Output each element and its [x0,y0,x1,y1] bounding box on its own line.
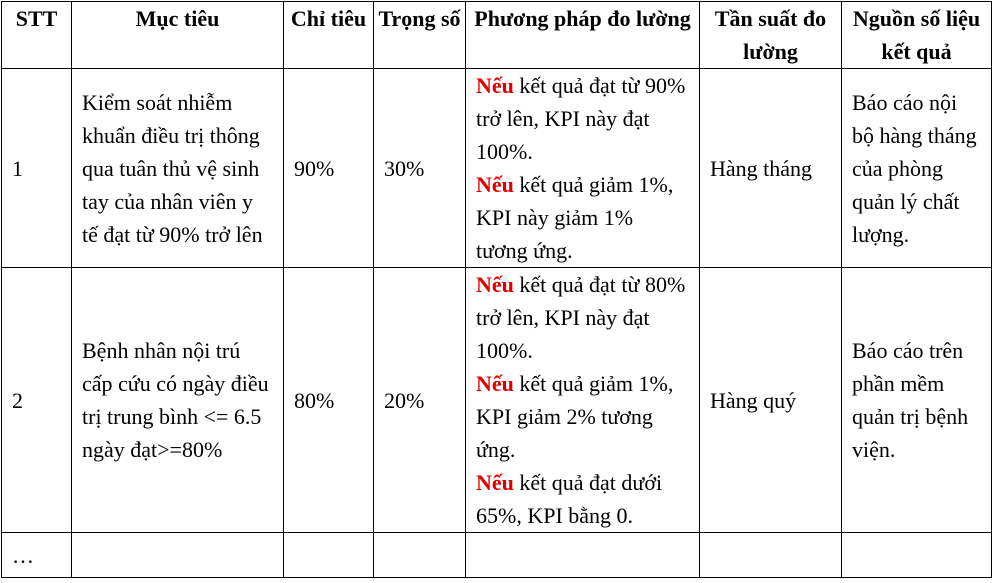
method-condition [476,466,689,532]
cell-frequency: Hàng quý [700,268,842,533]
cell-source [842,533,992,578]
method-text: kết quả đạt từ 80% trở lên, KPI này đạt 100%. [476,272,686,363]
method-keyword: Nếu [476,272,514,297]
cell-method [466,268,700,533]
table-row [2,533,992,578]
cell-stt: 1 [2,69,72,268]
header-method: Phương pháp đo lường [466,2,700,69]
cell-frequency: Hàng tháng [700,69,842,268]
table-row [2,268,992,533]
cell-target [284,533,374,578]
method-keyword: Nếu [476,73,514,98]
header-weight: Trọng số [374,2,466,69]
cell-objective [72,533,284,578]
cell-source: Báo cáo trên phần mềm quản trị bệnh viện. [842,268,992,533]
cell-weight: 20% [374,268,466,533]
method-keyword: Nếu [476,371,514,396]
method-condition [476,168,689,267]
method-text: kết quả giảm 1%, KPI này giảm 1% tương ứng. [476,172,674,263]
cell-weight: 30% [374,69,466,268]
method-keyword: Nếu [476,470,514,495]
cell-frequency [700,533,842,578]
header-target: Chỉ tiêu [284,2,374,69]
cell-target: 80% [284,268,374,533]
cell-objective: Kiểm soát nhiễm khuẩn điều trị thông qua tuân thủ vệ sinh tay của nhân viên y tế đạt từ 90% trở lên [72,69,284,268]
header-objective: Mục tiêu [72,2,284,69]
method-keyword: Nếu [476,172,514,197]
kpi-table [1,1,992,578]
table-row [2,69,992,268]
cell-objective: Bệnh nhân nội trú cấp cứu có ngày điều trị trung bình <= 6.5 ngày đạt>=80% [72,268,284,533]
method-condition [476,69,689,168]
header-row [2,2,992,69]
method-text: kết quả đạt dưới 65%, KPI bằng 0. [476,470,663,528]
cell-stt: 2 [2,268,72,533]
cell-stt: … [2,533,72,578]
method-text: kết quả đạt từ 90% trở lên, KPI này đạt 100%. [476,73,686,164]
method-text: kết quả giảm 1%, KPI giảm 2% tương ứng. [476,371,674,462]
cell-method [466,533,700,578]
method-condition [476,268,689,367]
header-stt: STT [2,2,72,69]
header-frequency: Tần suất đo lường [700,2,842,69]
header-source: Nguồn số liệu kết quả [842,2,992,69]
method-condition [476,367,689,466]
cell-source: Báo cáo nội bộ hàng tháng của phòng quản lý chất lượng. [842,69,992,268]
cell-method [466,69,700,268]
cell-weight [374,533,466,578]
cell-target: 90% [284,69,374,268]
